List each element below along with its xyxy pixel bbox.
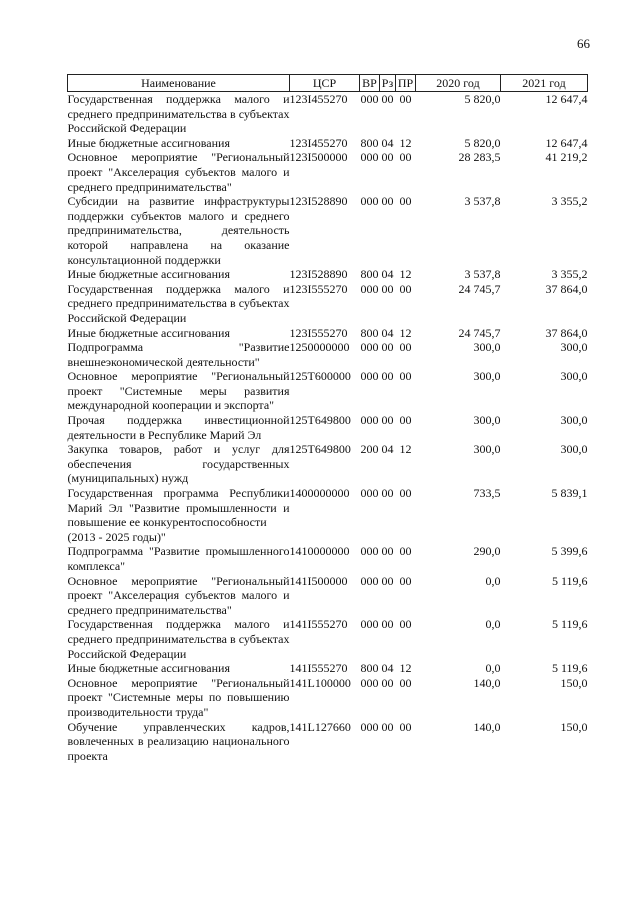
row-pr: 12	[399, 267, 412, 282]
row-vr: 000	[360, 544, 379, 559]
row-rz: 00	[381, 194, 394, 209]
row-name: Государственная поддержка малого и среднего предпринимательства в субъектах Российской Федерации	[67, 281, 290, 325]
row-vr: 000	[360, 150, 379, 165]
row-name: Государственная поддержка малого и среднего предпринимательства в субъектах Российской Федерации	[67, 92, 290, 136]
row-name: Основное мероприятие "Региональный проект "Системные меры по повышению производительности труда"	[67, 675, 290, 719]
row-2020: 733,5	[473, 486, 501, 501]
row-2020: 5 820,0	[464, 135, 501, 150]
table-row	[68, 267, 588, 282]
row-rz: 04	[381, 442, 394, 457]
row-pr: 00	[399, 544, 412, 559]
row-csr: 123I528890	[289, 194, 348, 209]
row-pr: 00	[399, 486, 412, 501]
row-2021: 5 119,6	[551, 661, 588, 676]
row-2021: 5 119,6	[551, 617, 588, 632]
row-2021: 300,0	[560, 413, 588, 428]
table-row	[68, 574, 588, 618]
row-2021: 3 355,2	[551, 267, 588, 282]
row-2020: 0,0	[485, 661, 501, 676]
row-2020: 300,0	[473, 340, 501, 355]
row-2021: 12 647,4	[545, 135, 588, 150]
row-2021: 5 839,1	[551, 486, 588, 501]
row-pr: 00	[399, 150, 412, 165]
row-csr: 125T649800	[289, 442, 351, 457]
table-row	[68, 544, 588, 573]
row-2020: 300,0	[473, 442, 501, 457]
row-csr: 123I455270	[289, 135, 348, 150]
row-csr: 123I528890	[289, 267, 348, 282]
row-2021: 3 355,2	[551, 194, 588, 209]
row-name: Иные бюджетные ассигнования	[67, 661, 230, 676]
row-vr: 000	[360, 369, 379, 384]
table-header	[68, 75, 588, 92]
row-rz: 04	[381, 135, 394, 150]
row-name: Иные бюджетные ассигнования	[67, 267, 230, 282]
row-csr: 141I500000	[289, 573, 348, 588]
row-pr: 00	[399, 281, 412, 296]
row-rz: 00	[381, 544, 394, 559]
header-pr: ПР	[396, 75, 416, 92]
row-vr: 000	[360, 486, 379, 501]
row-rz: 04	[381, 325, 394, 340]
row-vr: 000	[360, 194, 379, 209]
row-csr: 1410000000	[289, 544, 350, 559]
row-pr: 00	[399, 340, 412, 355]
table-row	[68, 413, 588, 442]
header-name: Наименование	[68, 75, 290, 92]
row-rz: 00	[381, 340, 394, 355]
row-pr: 00	[399, 194, 412, 209]
row-pr: 12	[399, 661, 412, 676]
table-row	[68, 194, 588, 267]
row-2021: 150,0	[560, 719, 588, 734]
row-rz: 04	[381, 661, 394, 676]
row-rz: 00	[381, 573, 394, 588]
row-rz: 00	[381, 486, 394, 501]
row-rz: 00	[381, 719, 394, 734]
table-row	[68, 282, 588, 326]
row-vr: 000	[360, 340, 379, 355]
table-row	[68, 676, 588, 720]
table-row	[68, 340, 588, 369]
header-csr: ЦСР	[290, 75, 360, 92]
table-row	[68, 150, 588, 194]
row-2020: 5 820,0	[464, 92, 501, 106]
budget-table	[67, 74, 588, 763]
row-csr: 1250000000	[289, 340, 350, 355]
row-2020: 140,0	[473, 675, 501, 690]
row-2020: 300,0	[473, 413, 501, 428]
row-vr: 000	[360, 413, 379, 428]
table-row	[68, 617, 588, 661]
row-2020: 28 283,5	[458, 150, 501, 165]
row-name: Государственная программа Республики Марий Эл "Развитие промышленности и повышение ее конкурентоспособности (2013 - 2025 годы)"	[67, 486, 290, 544]
row-csr: 141L100000	[289, 675, 351, 690]
row-vr: 200	[360, 442, 379, 457]
header-vr: ВР	[360, 75, 380, 92]
table-row	[68, 136, 588, 151]
row-pr: 12	[399, 135, 412, 150]
row-rz: 00	[381, 413, 394, 428]
row-2020: 3 537,8	[464, 194, 501, 209]
row-csr: 125T649800	[289, 413, 351, 428]
header-2021: 2021 год	[501, 75, 588, 92]
table-row	[68, 92, 588, 136]
row-vr: 000	[360, 675, 379, 690]
row-name: Государственная поддержка малого и среднего предпринимательства в субъектах Российской Федерации	[67, 617, 290, 661]
table-row	[68, 661, 588, 676]
row-csr: 1400000000	[289, 486, 350, 501]
row-2021: 12 647,4	[545, 92, 588, 106]
row-name: Прочая поддержка инвестиционной деятельности в Республике Марий Эл	[67, 413, 290, 442]
row-2020: 300,0	[473, 369, 501, 384]
table-row	[68, 442, 588, 486]
header-rz: Рз	[380, 75, 396, 92]
row-2021: 37 864,0	[545, 281, 588, 296]
row-vr: 000	[360, 719, 379, 734]
row-2020: 0,0	[485, 617, 501, 632]
row-name: Обучение управленческих кадров, вовлеченных в реализацию национального проекта	[67, 719, 290, 763]
row-pr: 00	[399, 573, 412, 588]
row-name: Основное мероприятие "Региональный проект "Акселерация субъектов малого и среднего предпринимательства"	[67, 150, 290, 194]
row-csr: 125T600000	[289, 369, 351, 384]
row-pr: 00	[399, 675, 412, 690]
row-vr: 000	[360, 92, 379, 106]
row-vr: 800	[360, 135, 379, 150]
row-2021: 5 119,6	[551, 573, 588, 588]
row-vr: 800	[360, 325, 379, 340]
row-pr: 00	[399, 369, 412, 384]
row-pr: 00	[399, 92, 412, 106]
row-2021: 300,0	[560, 340, 588, 355]
row-csr: 141I555270	[289, 617, 348, 632]
row-vr: 000	[360, 573, 379, 588]
row-rz: 00	[381, 281, 394, 296]
row-name: Подпрограмма "Развитие промышленного комплекса"	[67, 544, 290, 573]
row-rz: 00	[381, 92, 394, 106]
row-rz: 00	[381, 369, 394, 384]
row-2021: 300,0	[560, 442, 588, 457]
row-csr: 123I555270	[289, 281, 348, 296]
row-name: Иные бюджетные ассигнования	[67, 325, 230, 340]
row-name: Закупка товаров, работ и услуг для обеспечения государственных (муниципальных) нужд	[67, 442, 290, 486]
row-name: Основное мероприятие "Региональный проект "Системные меры развития международной кооперации и экспорта"	[67, 369, 290, 413]
row-name: Подпрограмма "Развитие внешнеэкономической деятельности"	[67, 340, 290, 369]
table-row	[68, 486, 588, 544]
row-rz: 04	[381, 267, 394, 282]
row-2021: 37 864,0	[545, 325, 588, 340]
row-2021: 41 219,2	[545, 150, 588, 165]
row-2020: 3 537,8	[464, 267, 501, 282]
row-2021: 300,0	[560, 369, 588, 384]
row-csr: 141L127660	[289, 719, 351, 734]
row-csr: 141I555270	[289, 661, 348, 676]
row-csr: 123I500000	[289, 150, 348, 165]
page-number: 66	[577, 36, 590, 51]
row-2020: 24 745,7	[458, 325, 501, 340]
table-row	[68, 326, 588, 341]
row-name: Субсидии на развитие инфраструктуры поддержки субъектов малого и среднего предпринимательства, деятельность которой направлена на оказание консультационной поддержки	[67, 194, 290, 267]
row-2020: 140,0	[473, 719, 501, 734]
row-csr: 123I455270	[289, 92, 348, 106]
table-row	[68, 369, 588, 413]
row-2020: 0,0	[485, 573, 501, 588]
row-csr: 123I555270	[289, 325, 348, 340]
row-vr: 000	[360, 617, 379, 632]
row-pr: 00	[399, 413, 412, 428]
row-pr: 00	[399, 719, 412, 734]
row-vr: 800	[360, 661, 379, 676]
row-rz: 00	[381, 675, 394, 690]
row-2020: 290,0	[473, 544, 501, 559]
row-vr: 000	[360, 281, 379, 296]
row-pr: 00	[399, 617, 412, 632]
row-vr: 800	[360, 267, 379, 282]
row-pr: 12	[399, 325, 412, 340]
table-row	[68, 720, 588, 764]
row-2020: 24 745,7	[458, 281, 501, 296]
row-name: Основное мероприятие "Региональный проект "Акселерация субъектов малого и среднего предпринимательства"	[67, 573, 290, 617]
row-name: Иные бюджетные ассигнования	[67, 135, 230, 150]
row-rz: 00	[381, 617, 394, 632]
row-2021: 150,0	[560, 675, 588, 690]
table-body	[68, 92, 588, 764]
row-2021: 5 399,6	[551, 544, 588, 559]
header-2020: 2020 год	[416, 75, 501, 92]
row-rz: 00	[381, 150, 394, 165]
row-pr: 12	[399, 442, 412, 457]
